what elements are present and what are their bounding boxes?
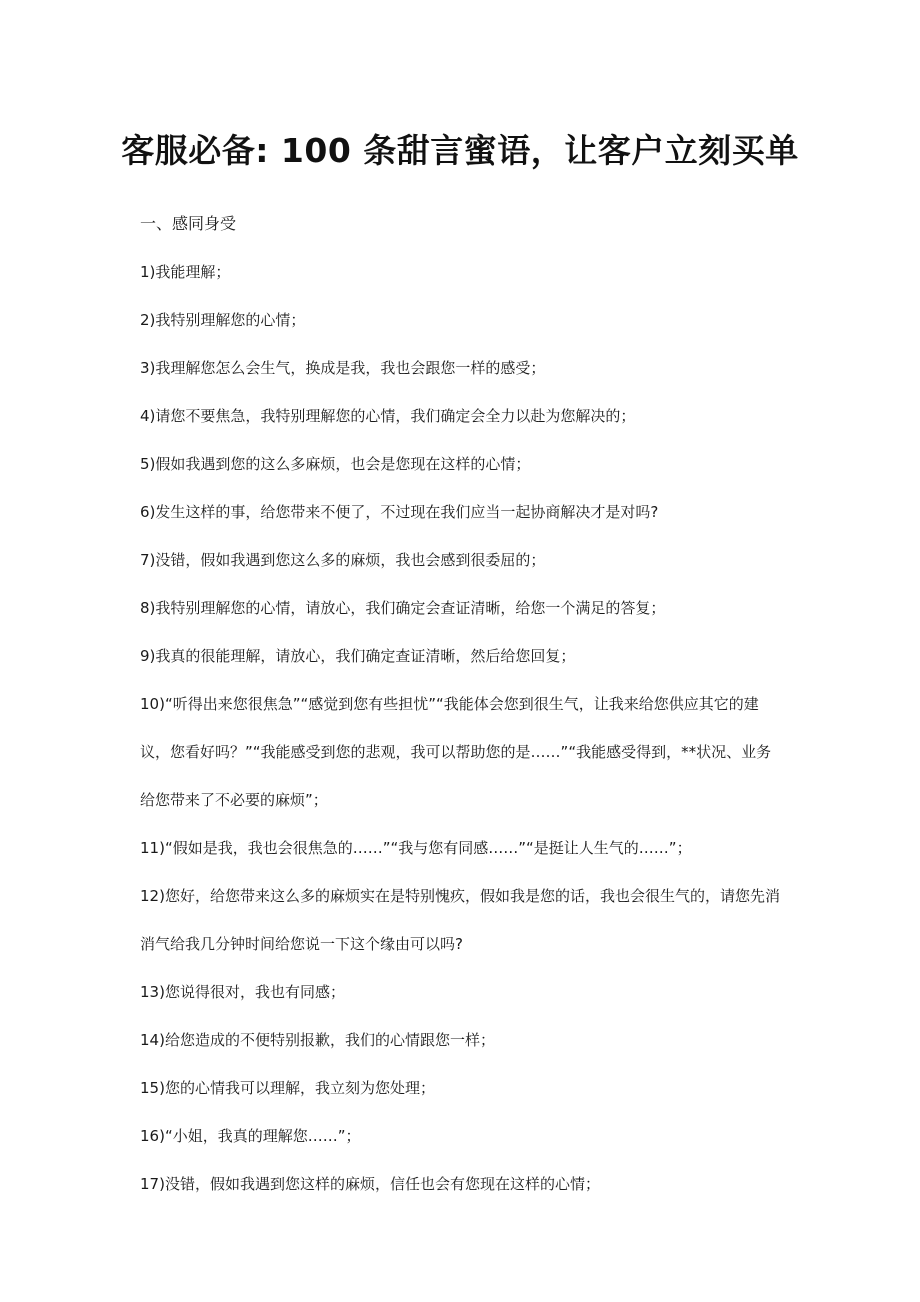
list-item: 16)“小姐，我真的理解您……”；	[140, 1127, 361, 1145]
list-item: 8)我特别理解您的心情，请放心，我们确定会查证清晰，给您一个满足的答复；	[140, 599, 666, 617]
list-item: 13)您说得很对，我也有同感；	[140, 983, 345, 1001]
list-item: 15)您的心情我可以理解，我立刻为您处理；	[140, 1079, 435, 1097]
list-item: 4)请您不要焦急，我特别理解您的心情，我们确定会全力以赴为您解决的；	[140, 407, 636, 425]
list-item: 3)我理解您怎么会生气，换成是我，我也会跟您一样的感受；	[140, 359, 546, 377]
list-item: 11)“假如是我，我也会很焦急的……”“我与您有同感……”“是挺让人生气的……”；	[140, 839, 692, 857]
list-item: 7)没错，假如我遇到您这么多的麻烦，我也会感到很委屈的；	[140, 551, 546, 569]
list-item: 2)我特别理解您的心情；	[140, 311, 306, 329]
list-item: 14)给您造成的不便特别报歉，我们的心情跟您一样；	[140, 1031, 495, 1049]
section-heading: 一、感同身受	[140, 214, 237, 233]
list-item: 17)没错，假如我遇到您这样的麻烦，信任也会有您现在这样的心情；	[140, 1175, 600, 1193]
phrase-list	[140, 248, 785, 1208]
list-item: 12)您好，给您带来这么多的麻烦实在是特别愧疚，假如我是您的话，我也会很生气的，请您先消消气给我几分钟时间给您说一下这个缘由可以吗?	[140, 887, 780, 953]
list-item: 9)我真的很能理解，请放心，我们确定查证清晰，然后给您回复；	[140, 647, 576, 665]
list-item: 1)我能理解；	[140, 263, 231, 281]
list-item: 5)假如我遇到您的这么多麻烦，也会是您现在这样的心情；	[140, 455, 531, 473]
page-title: 客服必备: 100 条甜言蜜语，让客户立刻买单	[121, 131, 799, 170]
list-item: 10)“听得出来您很焦急”“感觉到您有些担忧”“我能体会您到很生气，让我来给您供应其它的建议，您看好吗？”“我能感受到您的悲观，我可以帮助您的是……”“我能感受得到，**状况、业务给您带来了不必要的麻烦”；	[140, 695, 772, 809]
list-item: 6)发生这样的事，给您带来不便了，不过现在我们应当一起协商解决才是对吗?	[140, 503, 659, 521]
